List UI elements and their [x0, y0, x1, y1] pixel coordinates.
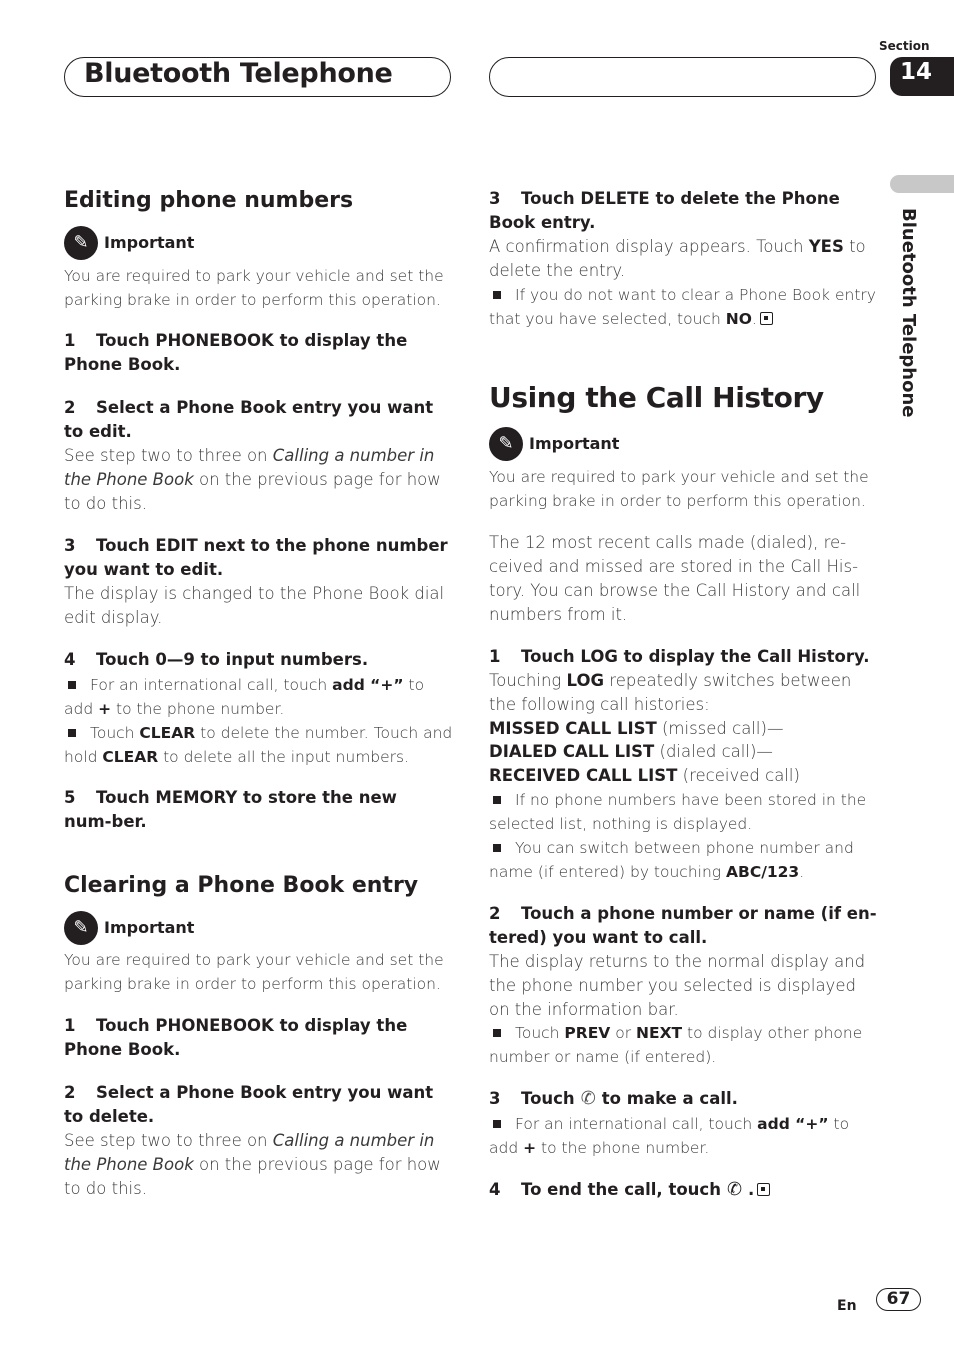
clearing-step-1: 1 Touch PHONEBOOK to display the Phone Book.	[64, 1016, 408, 1059]
side-label: Bluetooth Telephone	[898, 208, 919, 418]
clearing-step-2: 2 Select a Phone Book entry you want to delete.	[64, 1083, 434, 1126]
history-list-dialed: DIALED CALL LIST (dialed call)—	[489, 742, 773, 761]
header-blank-frame	[489, 57, 876, 97]
history-step-3-bullet-1: For an international call, touch add “+” to add + to the phone number.	[489, 1115, 850, 1157]
clearing-step-3-body: A confirmation display appears. Touch YES to delete the entry.	[489, 237, 866, 280]
history-step-2: 2 Touch a phone number or name (if en-tered) you want to call.	[489, 904, 877, 947]
history-list-missed: MISSED CALL LIST (missed call)—	[489, 719, 784, 738]
important-icon: ✎	[64, 911, 98, 945]
editing-step-3-body: The display is changed to the Phone Book dial edit display.	[64, 584, 445, 627]
history-step-4: 4 To end the call, touch ✆ .	[489, 1178, 879, 1202]
clearing-step-3: 3 Touch DELETE to delete the Phone Book entry.	[489, 189, 840, 232]
history-step-2-bullet-1: Touch PREV or NEXT to display other phone number or name (if entered).	[489, 1024, 863, 1066]
important-label: Important	[104, 233, 195, 252]
important-label: Important	[104, 918, 195, 937]
editing-step-4-bullet-1: For an international call, touch add “+” to add + to the phone number.	[64, 676, 425, 718]
end-of-section-icon	[760, 312, 773, 325]
phone-call-icon: ✆	[580, 1088, 596, 1109]
editing-step-5: 5 Touch MEMORY to store the new num-ber.	[64, 788, 397, 831]
important-label: Important	[529, 434, 620, 453]
bullet-icon	[68, 729, 76, 737]
language-label: En	[837, 1298, 857, 1314]
editing-step-3: 3 Touch EDIT next to the phone number you want to edit.	[64, 536, 448, 579]
bullet-icon	[68, 681, 76, 689]
bullet-icon	[493, 291, 501, 299]
clearing-heading: Clearing a Phone Book entry	[64, 873, 419, 898]
important-icon: ✎	[489, 427, 523, 461]
editing-step-2: 2 Select a Phone Book entry you want to edit.	[64, 398, 434, 441]
important-note	[489, 427, 619, 461]
bullet-icon	[493, 796, 501, 804]
page-number: 67	[876, 1288, 921, 1311]
important-text: You are required to park your vehicle and set the parking brake in order to perform this operation.	[489, 468, 869, 510]
editing-step-1: 1 Touch PHONEBOOK to display the Phone Book.	[64, 331, 408, 374]
clearing-step-2-body: See step two to three on Calling a number in the Phone Book on the previous page for how to do this.	[64, 1131, 441, 1198]
bullet-icon	[493, 1120, 501, 1128]
important-icon: ✎	[64, 226, 98, 260]
editing-step-4: 4 Touch 0—9 to input numbers.	[64, 650, 369, 669]
history-intro: The 12 most recent calls made (dialed), re-ceived and missed are stored in the Call His-tory. You can browse the Call History and call numbers from it.	[489, 533, 861, 624]
important-note	[64, 911, 194, 945]
section-tab	[890, 175, 954, 193]
bullet-icon	[493, 844, 501, 852]
history-list-received: RECEIVED CALL LIST (received call)	[489, 766, 800, 785]
phone-hangup-icon: ✆	[726, 1179, 743, 1200]
history-step-2-body: The display returns to the normal display and the phone number you selected is displayed on the information bar.	[489, 952, 866, 1019]
important-note	[64, 226, 194, 260]
editing-step-2-body: See step two to three on Calling a number in the Phone Book on the previous page for how to do this.	[64, 446, 441, 513]
clearing-step-3-bullet-1: If you do not want to clear a Phone Book entry that you have selected, touch NO.	[489, 286, 876, 328]
history-step-1: 1 Touch LOG to display the Call History.	[489, 647, 870, 666]
editing-step-4-bullet-2: Touch CLEAR to delete the number. Touch and hold CLEAR to delete all the input numbers.	[64, 724, 453, 766]
page-title: Bluetooth Telephone	[84, 58, 393, 89]
history-heading: Using the Call History	[489, 381, 824, 414]
bullet-icon	[493, 1029, 501, 1037]
important-text: You are required to park your vehicle and set the parking brake in order to perform this operation.	[64, 267, 444, 309]
history-step-3: 3 Touch ✆ to make a call.	[489, 1088, 738, 1109]
history-step-1-body: Touching LOG repeatedly switches between the following call histories:	[489, 671, 852, 714]
end-of-section-icon	[757, 1183, 770, 1196]
editing-heading: Editing phone numbers	[64, 188, 354, 213]
section-label: Section	[879, 39, 930, 53]
important-text: You are required to park your vehicle and set the parking brake in order to perform this operation.	[64, 951, 444, 993]
section-number: 14	[890, 57, 954, 96]
history-step-1-bullet-2: You can switch between phone number and name (if entered) by touching ABC/123.	[489, 839, 854, 881]
history-step-1-bullet-1: If no phone numbers have been stored in the selected list, nothing is displayed.	[489, 791, 867, 833]
